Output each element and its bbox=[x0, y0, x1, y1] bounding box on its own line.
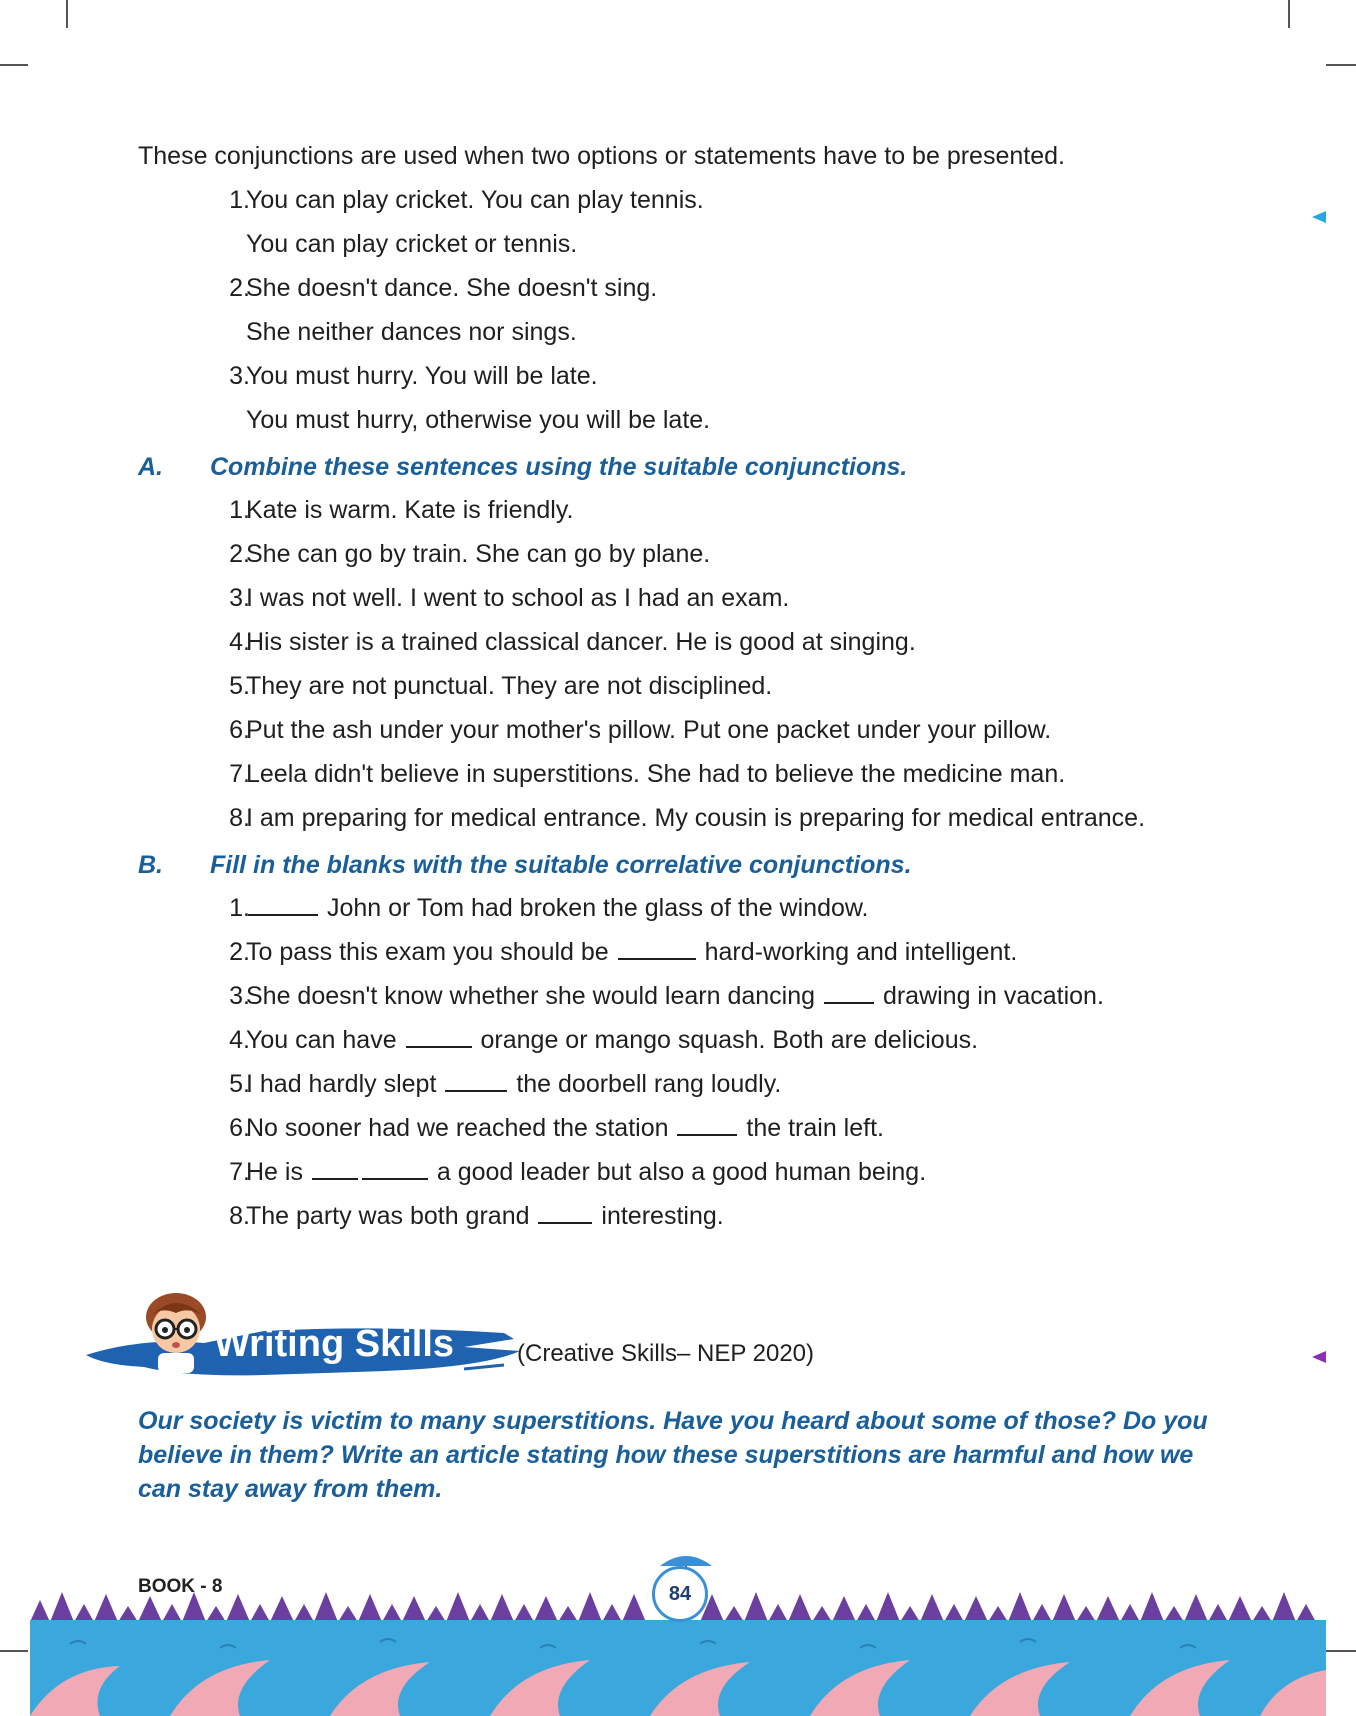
item-number: 8. bbox=[229, 1202, 250, 1230]
item-number: 7. bbox=[229, 760, 250, 788]
item-number: 2. bbox=[229, 938, 250, 966]
list-item bbox=[138, 796, 1238, 840]
page-body bbox=[138, 134, 1238, 1238]
item-number: 3. bbox=[229, 584, 250, 612]
item-text: I am preparing for medical entrance. My cousin is preparing for medical entrance. bbox=[246, 804, 1146, 832]
example-item bbox=[138, 266, 1238, 310]
example-sentence: You can play cricket. You can play tennis. bbox=[246, 186, 704, 214]
intro-text: These conjunctions are used when two options or statements have to be presented. bbox=[138, 142, 1065, 170]
exercise-a-heading bbox=[138, 446, 1238, 488]
example-item bbox=[138, 178, 1238, 222]
exercise-letter: B. bbox=[138, 851, 163, 879]
list-item bbox=[138, 1150, 1238, 1194]
crop-mark bbox=[66, 0, 68, 28]
blank-line[interactable] bbox=[312, 1156, 358, 1180]
blank-line[interactable] bbox=[248, 892, 318, 916]
item-number: 4. bbox=[229, 628, 250, 656]
list-item bbox=[138, 1018, 1238, 1062]
item-number: 3. bbox=[229, 362, 250, 390]
blank-line[interactable] bbox=[538, 1200, 592, 1224]
list-item bbox=[138, 576, 1238, 620]
item-text: She doesn't know whether she would learn dancing bbox=[246, 982, 816, 1010]
item-number: 4. bbox=[229, 1026, 250, 1054]
item-text: Put the ash under your mother's pillow. Put one packet under your pillow. bbox=[246, 716, 1052, 744]
item-text: the doorbell rang loudly. bbox=[516, 1070, 782, 1098]
item-number: 2. bbox=[229, 540, 250, 568]
list-item bbox=[138, 664, 1238, 708]
boy-mascot-icon bbox=[140, 1287, 220, 1375]
item-text: I was not well. I went to school as I had an exam. bbox=[246, 584, 790, 612]
item-number: 5. bbox=[229, 1070, 250, 1098]
example-sentence: She doesn't dance. She doesn't sing. bbox=[246, 274, 658, 302]
item-text: orange or mango squash. Both are delicious. bbox=[480, 1026, 979, 1054]
list-item bbox=[138, 930, 1238, 974]
item-text: You can have bbox=[246, 1026, 397, 1054]
example-combined: She neither dances nor sings. bbox=[246, 318, 577, 346]
list-item bbox=[138, 886, 1238, 930]
item-text: No sooner had we reached the station bbox=[246, 1114, 669, 1142]
item-text: hard-working and intelligent. bbox=[704, 938, 1018, 966]
list-item bbox=[138, 1106, 1238, 1150]
item-text: Kate is warm. Kate is friendly. bbox=[246, 496, 574, 524]
list-item bbox=[138, 1062, 1238, 1106]
item-number: 6. bbox=[229, 716, 250, 744]
writing-skills-banner bbox=[84, 1295, 524, 1385]
writing-skills-title: Writing Skills bbox=[214, 1323, 455, 1365]
margin-arrow-icon bbox=[1312, 210, 1328, 224]
blank-line[interactable] bbox=[677, 1112, 737, 1136]
item-number: 1. bbox=[229, 894, 250, 922]
example-combined: You must hurry, otherwise you will be late. bbox=[246, 406, 711, 434]
list-item bbox=[138, 532, 1238, 576]
crop-mark bbox=[0, 64, 28, 66]
example-sentence: You must hurry. You will be late. bbox=[246, 362, 598, 390]
item-text: They are not punctual. They are not disciplined. bbox=[246, 672, 773, 700]
page-number: 84 bbox=[652, 1566, 708, 1622]
item-number: 5. bbox=[229, 672, 250, 700]
list-item bbox=[138, 708, 1238, 752]
item-number: 3. bbox=[229, 982, 250, 1010]
item-text: I had hardly slept bbox=[246, 1070, 437, 1098]
example-list bbox=[138, 178, 1238, 442]
exercise-title: Combine these sentences using the suitable conjunctions. bbox=[210, 453, 908, 481]
item-number: 7. bbox=[229, 1158, 250, 1186]
item-text: drawing in vacation. bbox=[882, 982, 1104, 1010]
margin-arrow-icon bbox=[1312, 1350, 1328, 1364]
exercise-title: Fill in the blanks with the suitable correlative conjunctions. bbox=[210, 851, 912, 879]
item-text: He is bbox=[246, 1158, 303, 1186]
blank-line[interactable] bbox=[445, 1068, 507, 1092]
crop-mark bbox=[1288, 0, 1290, 28]
blank-line[interactable] bbox=[406, 1024, 472, 1048]
item-text: the train left. bbox=[746, 1114, 884, 1142]
blank-line[interactable] bbox=[618, 936, 696, 960]
example-combined: You can play cricket or tennis. bbox=[246, 230, 578, 258]
crop-mark bbox=[1326, 64, 1356, 66]
list-item bbox=[138, 974, 1238, 1018]
list-item bbox=[138, 620, 1238, 664]
list-item bbox=[138, 752, 1238, 796]
item-number: 1. bbox=[229, 186, 250, 214]
book-label: BOOK - 8 bbox=[138, 1576, 223, 1597]
item-text: To pass this exam you should be bbox=[246, 938, 609, 966]
exercise-letter: A. bbox=[138, 453, 163, 481]
item-number: 1. bbox=[229, 496, 250, 524]
item-text: interesting. bbox=[601, 1202, 724, 1230]
list-item bbox=[138, 1194, 1238, 1238]
item-text: Leela didn't believe in superstitions. She had to believe the medicine man. bbox=[246, 760, 1066, 788]
writing-task: Our society is victim to many superstitions. Have you heard about some of those? Do you believe in them? Write an article stating how these superstitions are harmful and how we can stay away from them. bbox=[138, 1407, 1208, 1503]
blank-line[interactable] bbox=[362, 1156, 428, 1180]
exercise-b-heading bbox=[138, 844, 1238, 886]
item-number: 8. bbox=[229, 804, 250, 832]
item-number: 6. bbox=[229, 1114, 250, 1142]
item-text: She can go by train. She can go by plane. bbox=[246, 540, 711, 568]
exercise-b-list bbox=[138, 886, 1238, 1238]
item-number: 2. bbox=[229, 274, 250, 302]
exercise-a-list bbox=[138, 488, 1238, 840]
list-item bbox=[138, 488, 1238, 532]
example-item bbox=[138, 354, 1238, 398]
item-text: a good leader but also a good human being. bbox=[436, 1158, 927, 1186]
item-text: His sister is a trained classical dancer. He is good at singing. bbox=[246, 628, 916, 656]
blank-line[interactable] bbox=[824, 980, 874, 1004]
item-text: The party was both grand bbox=[246, 1202, 530, 1230]
item-text: John or Tom had broken the glass of the window. bbox=[326, 894, 869, 922]
writing-skills-subheading: (Creative Skills– NEP 2020) bbox=[517, 1340, 815, 1367]
